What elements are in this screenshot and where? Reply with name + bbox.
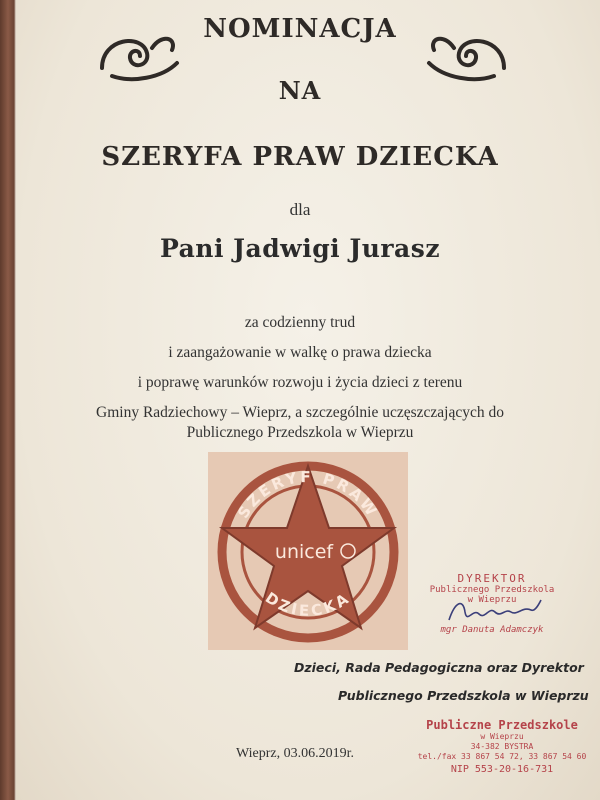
body-line-3: i poprawę warunków rozwoju i życia dzieci z terenu bbox=[137, 374, 463, 391]
svg-text:DZIECKA bbox=[262, 589, 354, 620]
director-line-1: Publicznego Przedszkola bbox=[429, 585, 555, 595]
sheriff-badge bbox=[208, 452, 408, 650]
director-line-2: w Wieprzu bbox=[467, 595, 517, 605]
school-stamp-title: Publiczne Przedszkole bbox=[426, 718, 578, 732]
school-stamp-line-2: 34-382 BYSTRA bbox=[470, 742, 534, 751]
body-line-2: i zaangażowanie w walkę o prawa dziecka bbox=[168, 344, 432, 361]
body-line-4: Gminy Radziechowy – Wieprz, a szczególnie uczęszczających do bbox=[96, 404, 504, 421]
title-na: NA bbox=[278, 76, 322, 105]
school-stamp-nip: NIP 553-20-16-731 bbox=[450, 764, 554, 775]
signers-line-1: Dzieci, Rada Pedagogiczna oraz Dyrektor bbox=[294, 660, 584, 675]
recipient-name: Pani Jadwigi Jurasz bbox=[159, 234, 441, 263]
signers-line-2: Publicznego Przedszkola w Wieprzu bbox=[338, 688, 589, 703]
badge-center-text: unicef bbox=[274, 541, 334, 563]
place-date: Wieprz, 03.06.2019r. bbox=[236, 746, 355, 761]
director-title: DYREKTOR bbox=[457, 572, 527, 585]
signature-icon bbox=[445, 594, 545, 630]
title-nominacja: NOMINACJA bbox=[203, 14, 397, 44]
badge-bottom-text: DZIECKA bbox=[262, 588, 354, 620]
badge-top-text: SZERYF PRAW bbox=[234, 467, 382, 522]
school-stamp bbox=[412, 718, 592, 775]
for-word: dla bbox=[289, 200, 311, 219]
school-stamp-line-3: tel./fax 33 867 54 72, 33 867 54 60 bbox=[417, 752, 587, 761]
title-szeryf: SZERYFA PRAW DZIECKA bbox=[101, 142, 499, 172]
sheriff-star-icon bbox=[208, 452, 408, 650]
body-line-5: Publicznego Przedszkola w Wieprzu bbox=[186, 424, 414, 441]
school-stamp-line-1: w Wieprzu bbox=[480, 732, 524, 741]
director-name: mgr Danuta Adamczyk bbox=[440, 625, 544, 635]
body-line-1: za codzienny trud bbox=[244, 314, 356, 331]
paper-sheet bbox=[16, 0, 600, 800]
